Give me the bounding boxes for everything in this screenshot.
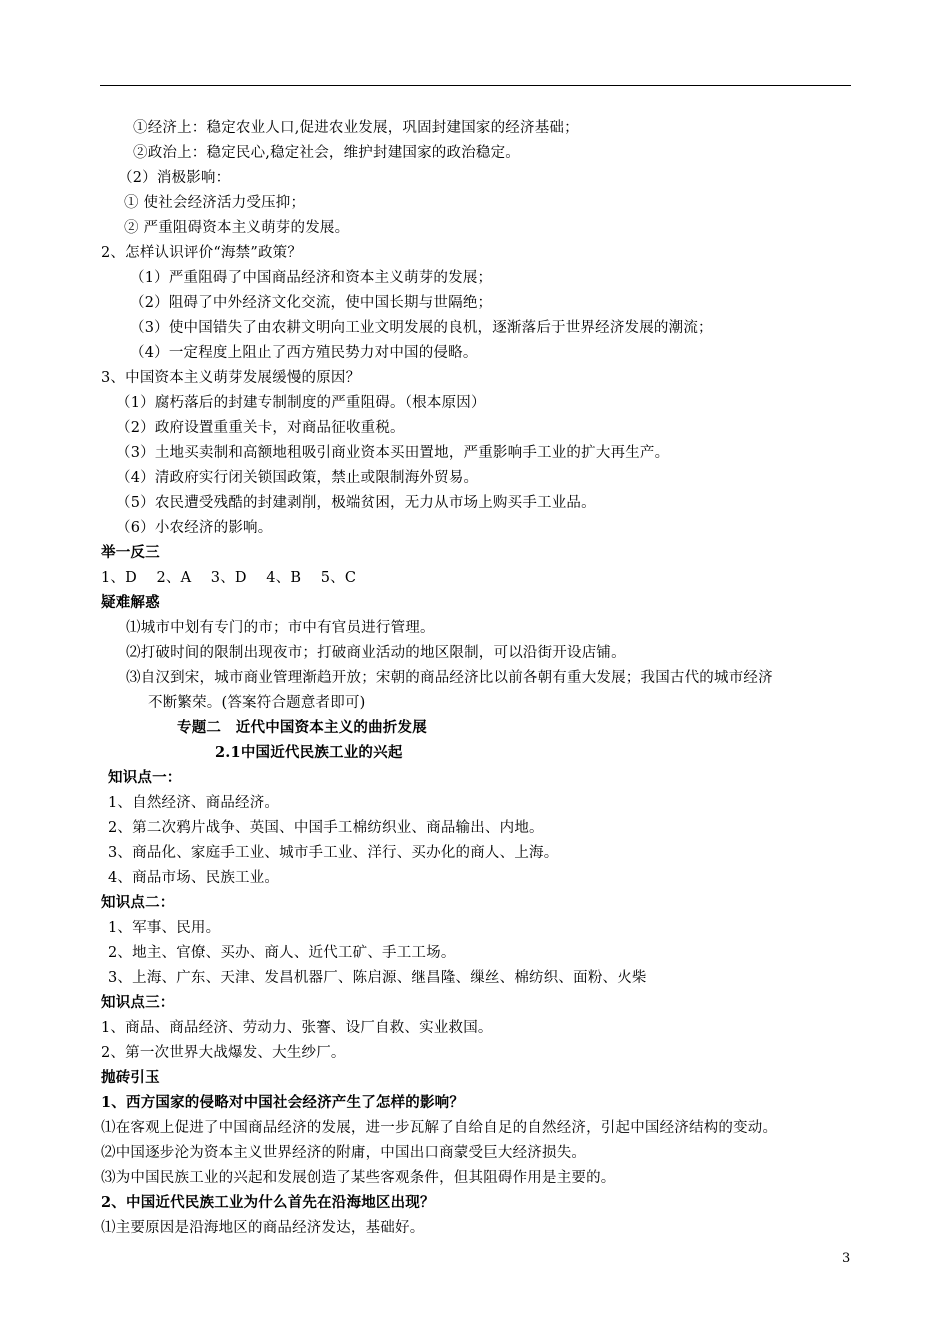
text-line: 不断繁荣。(答案符合题意者即可) [148, 695, 366, 711]
text-line: ②政治上：稳定民心,稳定社会，维护封建国家的政治稳定。 [133, 145, 521, 161]
text-line: ⑵打破时间的限制出现夜市；打破商业活动的地区限制，可以沿街开设店铺。 [126, 645, 626, 661]
text-line: （2）消极影响： [118, 170, 231, 186]
text-line: ① 使社会经济活力受压抑； [124, 195, 306, 211]
text-line: ⑴城市中划有专门的市；市中有官员进行管理。 [126, 620, 435, 636]
text-line: （1）腐朽落后的封建专制制度的严重阻碍。（根本原因） [116, 395, 486, 411]
text-line: （5）农民遭受残酷的封建剥削，极端贫困，无力从市场上购买手工业品。 [116, 495, 596, 511]
text-line: 3、中国资本主义萌芽发展缓慢的原因？ [101, 370, 361, 386]
text-line: 1、自然经济、商品经济。 [108, 795, 280, 811]
section-heading: 举一反三 [101, 544, 160, 561]
text-line: （3）使中国错失了由农耕文明向工业文明发展的良机，逐渐落后于世界经济发展的潮流； [130, 320, 713, 336]
text-line: ①经济上：稳定农业人口,促进农业发展，巩固封建国家的经济基础； [133, 120, 579, 136]
text-line: （6）小农经济的影响。 [116, 520, 273, 536]
text-line: （4）一定程度上阻止了西方殖民势力对中国的侵略。 [130, 345, 478, 361]
section-heading: 疑难解惑 [101, 594, 160, 611]
section-heading: 知识点一： [108, 769, 182, 786]
section-heading: 2、中国近代民族工业为什么首先在沿海地区出现？ [101, 1194, 435, 1211]
text-line: 1、军事、民用。 [108, 920, 221, 936]
text-line: ⑴在客观上促进了中国商品经济的发展，进一步瓦解了自给自足的自然经济，引起中国经济结构的变动。 [101, 1120, 778, 1136]
section-heading: 抛砖引玉 [101, 1069, 160, 1086]
text-line: 1、商品、商品经济、劳动力、张謇、设厂自救、实业救国。 [101, 1020, 493, 1036]
text-line: （2）阻碍了中外经济文化交流，使中国长期与世隔绝； [130, 295, 493, 311]
text-line: 3、上海、广东、天津、发昌机器厂、陈启源、继昌隆、缫丝、棉纺织、面粉、火柴 [108, 970, 647, 986]
section-heading: 1、西方国家的侵略对中国社会经济产生了怎样的影响？ [101, 1094, 465, 1111]
text-line: 2、第二次鸦片战争、英国、中国手工棉纺织业、商品输出、内地。 [108, 820, 544, 836]
text-line: ⑵中国逐步沦为资本主义世界经济的附庸，中国出口商蒙受巨大经济损失。 [101, 1145, 587, 1161]
section-heading: 知识点三： [101, 994, 175, 1011]
text-line: ⑶自汉到宋，城市商业管理渐趋开放；宋朝的商品经济比以前各朝有重大发展；我国古代的城市经济 [126, 670, 773, 686]
page-number: 3 [842, 1251, 851, 1266]
text-line: 1、D 2、A 3、D 4、B 5、C [101, 570, 357, 586]
header-rule [100, 85, 851, 86]
text-line: （3）土地买卖制和高额地租吸引商业资本买田置地，严重影响手工业的扩大再生产。 [116, 445, 670, 461]
text-line: 2、怎样认识评价“海禁”政策？ [101, 245, 303, 261]
section-heading: 专题二 近代中国资本主义的曲折发展 [177, 719, 427, 736]
text-line: ⑴主要原因是沿海地区的商品经济发达，基础好。 [101, 1220, 425, 1236]
text-line: 3、商品化、家庭手工业、城市手工业、洋行、买办化的商人、上海。 [108, 845, 559, 861]
text-line: ② 严重阻碍资本主义萌芽的发展。 [124, 220, 350, 236]
text-line: （1）严重阻碍了中国商品经济和资本主义萌芽的发展； [130, 270, 493, 286]
text-line: （4）清政府实行闭关锁国政策，禁止或限制海外贸易。 [116, 470, 479, 486]
text-line: 2、地主、官僚、买办、商人、近代工矿、手工工场。 [108, 945, 456, 961]
section-heading: 知识点二： [101, 894, 175, 911]
text-line: （2）政府设置重重关卡，对商品征收重税。 [116, 420, 405, 436]
text-line: 4、商品市场、民族工业。 [108, 870, 280, 886]
text-line: ⑶为中国民族工业的兴起和发展创造了某些客观条件，但其阻碍作用是主要的。 [101, 1170, 616, 1186]
text-line: 2、第一次世界大战爆发、大生纱厂。 [101, 1045, 346, 1061]
section-heading: 2.1中国近代民族工业的兴起 [215, 744, 403, 761]
